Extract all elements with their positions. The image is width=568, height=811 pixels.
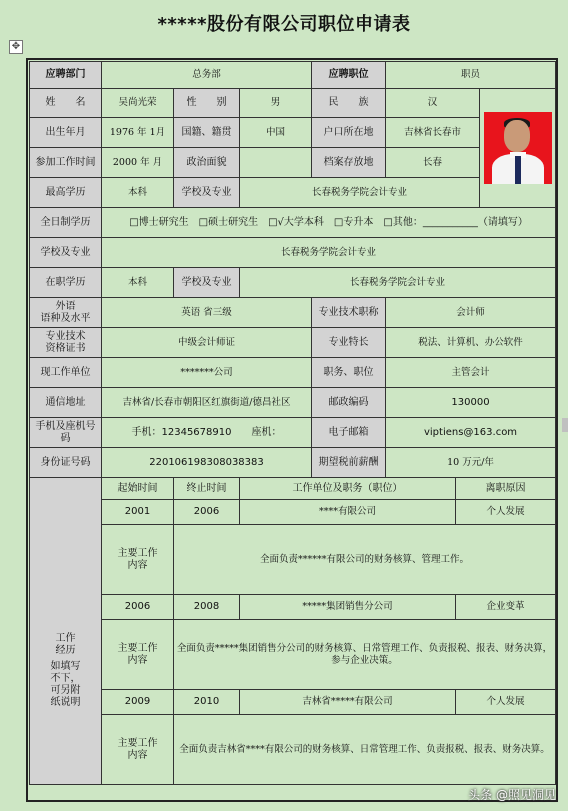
- school-major-value-2[interactable]: 长春税务学院会计专业: [102, 238, 556, 268]
- origin-value[interactable]: 中国: [240, 118, 312, 148]
- tech-title-label: 专业技术职称: [312, 298, 386, 328]
- birth-value[interactable]: 1976 年 1月: [102, 118, 174, 148]
- phone-value[interactable]: 手机：12345678910 座机：: [102, 418, 312, 448]
- fulltime-edu-options[interactable]: □博士研究生 □硕士研究生 □√大学本科 □专升本 □其他：___________（请填写）: [102, 208, 556, 238]
- work-1-duty-label: 主要工作 内容: [102, 525, 174, 595]
- work-start-label: 参加工作时间: [30, 148, 102, 178]
- hukou-label: 户口所在地: [312, 118, 386, 148]
- work-1-company[interactable]: ****有限公司: [240, 500, 456, 525]
- work-start-value[interactable]: 2000 年 月: [102, 148, 174, 178]
- work-1-duty[interactable]: 全面负责******有限公司的财务核算、管理工作。: [174, 525, 556, 595]
- dept-label: 应聘部门: [30, 62, 102, 89]
- photo-cell: [480, 89, 556, 208]
- gender-label: 性 别: [174, 89, 240, 118]
- ethnic-value[interactable]: 汉: [386, 89, 480, 118]
- name-label: 姓 名: [30, 89, 102, 118]
- email-value[interactable]: viptiens@163.com: [386, 418, 556, 448]
- work-3-start[interactable]: 2009: [102, 690, 174, 715]
- work-2-duty-label: 主要工作 内容: [102, 620, 174, 690]
- language-label: 外语 语种及水平: [30, 298, 102, 328]
- inservice-school-label: 学校及专业: [174, 268, 240, 298]
- applicant-photo: [484, 112, 552, 184]
- work-1-end[interactable]: 2006: [174, 500, 240, 525]
- highest-edu-value[interactable]: 本科: [102, 178, 174, 208]
- birth-label: 出生年月: [30, 118, 102, 148]
- school-major-label-2: 学校及专业: [30, 238, 102, 268]
- work-header-start: 起始时间: [102, 478, 174, 500]
- certificate-value[interactable]: 中级会计师证: [102, 328, 312, 358]
- work-2-start[interactable]: 2006: [102, 595, 174, 620]
- zipcode-label: 邮政编码: [312, 388, 386, 418]
- certificate-label: 专业技术 资格证书: [30, 328, 102, 358]
- work-2-reason[interactable]: 企业变革: [456, 595, 556, 620]
- work-3-reason[interactable]: 个人发展: [456, 690, 556, 715]
- page-title: *****股份有限公司职位申请表: [157, 14, 411, 35]
- fulltime-edu-label: 全日制学历: [30, 208, 102, 238]
- email-label: 电子邮箱: [312, 418, 386, 448]
- work-1-reason[interactable]: 个人发展: [456, 500, 556, 525]
- work-history-note: 如填写 不下， 可另附 纸说明: [50, 661, 81, 708]
- work-header-end: 终止时间: [174, 478, 240, 500]
- salary-label: 期望税前薪酬: [312, 448, 386, 478]
- work-1-start[interactable]: 2001: [102, 500, 174, 525]
- work-header-company: 工作单位及职务（职位）: [240, 478, 456, 500]
- zipcode-value[interactable]: 130000: [386, 388, 556, 418]
- scrollbar-marker[interactable]: [562, 418, 568, 432]
- work-2-end[interactable]: 2008: [174, 595, 240, 620]
- work-history-side-cell: [30, 478, 102, 785]
- language-value[interactable]: 英语 省三级: [102, 298, 312, 328]
- origin-label: 国籍、籍贯: [174, 118, 240, 148]
- inservice-edu-value[interactable]: 本科: [102, 268, 174, 298]
- position-label: 应聘职位: [312, 62, 386, 89]
- specialty-label: 专业特长: [312, 328, 386, 358]
- political-value[interactable]: [240, 148, 312, 178]
- name-value[interactable]: 吴尚光荣: [102, 89, 174, 118]
- archive-value[interactable]: 长春: [386, 148, 480, 178]
- table-move-handle-icon[interactable]: ✥: [9, 40, 23, 54]
- dept-value[interactable]: 总务部: [102, 62, 312, 89]
- work-3-duty-label: 主要工作 内容: [102, 715, 174, 785]
- current-unit-label: 现工作单位: [30, 358, 102, 388]
- current-unit-value[interactable]: *******公司: [102, 358, 312, 388]
- work-header-reason: 离职原因: [456, 478, 556, 500]
- highest-edu-label: 最高学历: [30, 178, 102, 208]
- id-number-value[interactable]: 220106198308038383: [102, 448, 312, 478]
- address-label: 通信地址: [30, 388, 102, 418]
- specialty-value[interactable]: 税法、计算机、办公软件: [386, 328, 556, 358]
- political-label: 政治面貌: [174, 148, 240, 178]
- work-3-end[interactable]: 2010: [174, 690, 240, 715]
- work-2-company[interactable]: *****集团销售分公司: [240, 595, 456, 620]
- phone-label: 手机及座机号码: [30, 418, 102, 448]
- hukou-value[interactable]: 吉林省长春市: [386, 118, 480, 148]
- duty-position-value[interactable]: 主管会计: [386, 358, 556, 388]
- work-3-duty[interactable]: 全面负责吉林省****有限公司的财务核算、日常管理工作、负责报税、报表、财务决算。: [174, 715, 556, 785]
- id-number-label: 身份证号码: [30, 448, 102, 478]
- position-value[interactable]: 职员: [386, 62, 556, 89]
- school-major-label: 学校及专业: [174, 178, 240, 208]
- application-form-table: [29, 61, 556, 785]
- watermark: 头条 @照见洞见: [468, 788, 556, 802]
- archive-label: 档案存放地: [312, 148, 386, 178]
- work-3-company[interactable]: 吉林省*****有限公司: [240, 690, 456, 715]
- gender-value[interactable]: 男: [240, 89, 312, 118]
- duty-position-label: 职务、职位: [312, 358, 386, 388]
- address-value[interactable]: 吉林省/长春市朝阳区红旗街道/德昌社区: [102, 388, 312, 418]
- inservice-school-value[interactable]: 长春税务学院会计专业: [240, 268, 556, 298]
- inservice-edu-label: 在职学历: [30, 268, 102, 298]
- school-major-value[interactable]: 长春税务学院会计专业: [240, 178, 480, 208]
- work-2-duty[interactable]: 全面负责*****集团销售分公司的财务核算、日常管理工作、负责报税、报表、财务决算，参与企业决策。: [174, 620, 556, 690]
- salary-value[interactable]: 10 万元/年: [386, 448, 556, 478]
- ethnic-label: 民 族: [312, 89, 386, 118]
- tech-title-value[interactable]: 会计师: [386, 298, 556, 328]
- work-history-label: 工作 经历: [55, 633, 76, 656]
